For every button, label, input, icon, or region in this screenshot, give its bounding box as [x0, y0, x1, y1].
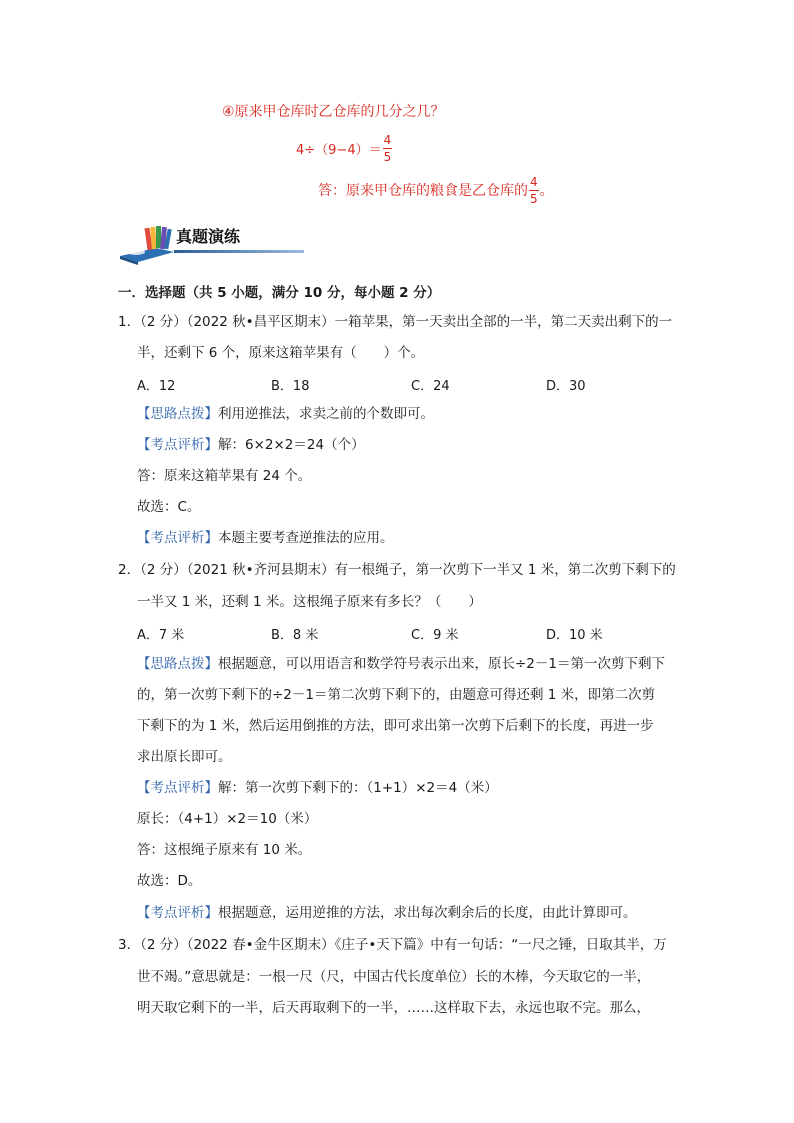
- fraction-denominator: 5: [383, 149, 392, 164]
- q1-option-a: A．12: [137, 379, 176, 394]
- q3-line2: 世不竭。”意思就是：一根一尺（尺，中国古代长度单位）长的木棒，今天取它的一半，: [137, 969, 651, 985]
- fraction-numerator: 4: [530, 174, 538, 189]
- q2-line2: 一半又 1 米，还剩 1 米。这根绳子原来有多长？（ ）: [137, 594, 482, 610]
- q2-analysis: [137, 779, 498, 798]
- q2-option-a: A．7 米: [137, 628, 185, 643]
- q2-option-b: B．8 米: [271, 628, 319, 643]
- answer-suffix: 。: [539, 183, 554, 199]
- q2-line1: 2．（2 分）（2021 秋•齐河县期末）有一根绳子，第一次剪下一半又 1 米，第二次剪下剩下的: [118, 562, 676, 578]
- q1-option-b: B．18: [271, 379, 310, 394]
- review-tag: 【考点评析】: [137, 905, 218, 921]
- equation-line: [296, 130, 393, 166]
- answer-line: [318, 172, 554, 208]
- hint-text: 利用逆推法，求卖之前的个数即可。: [218, 406, 434, 422]
- q1-option-d: D．30: [546, 379, 586, 394]
- books-icon: [116, 222, 176, 266]
- q2-review: [137, 904, 637, 923]
- hint-tag: 【思路点拨】: [137, 406, 218, 422]
- q2-hint-line3: 下剩下的为 1 米，然后运用倒推的方法，即可求出第一次剪下后剩下的长度，再进一步: [137, 718, 654, 734]
- section-banner: [116, 222, 306, 266]
- banner-title: 真题演练: [176, 227, 241, 246]
- equation-lhs: 4÷（9−4）＝: [296, 142, 382, 158]
- q1-option-c: C．24: [411, 379, 450, 394]
- q1-line1: 1．（2 分）（2022 秋•昌平区期末）一箱苹果，第一天卖出全部的一半，第二天卖出剩下的一: [118, 314, 673, 330]
- review-text: 本题主要考查逆推法的应用。: [218, 530, 394, 546]
- analysis-tag: 【考点评析】: [137, 437, 218, 453]
- hint-tag: 【思路点拨】: [137, 656, 218, 672]
- question-4-text: ④原来甲仓库时乙仓库的几分之几？: [222, 104, 445, 120]
- review-text: 根据题意，运用逆推的方法，求出每次剩余后的长度，由此计算即可。: [218, 905, 637, 921]
- equation-fraction: [383, 134, 393, 163]
- analysis-text: 解：6×2×2＝24（个）: [218, 437, 365, 453]
- q3-line3: 明天取它剩下的一半，后天再取剩下的一半，……这样取下去，永远也取不完。那么，: [137, 1000, 650, 1016]
- q2-option-d: D．10 米: [546, 628, 603, 643]
- q1-choice: 故选：C。: [137, 499, 201, 515]
- q2-answer: 答：这根绳子原来有 10 米。: [137, 842, 312, 858]
- answer-prefix: 答：原来甲仓库的粮食是乙仓库的: [318, 183, 528, 199]
- fraction-numerator: 4: [383, 132, 392, 147]
- q2-hint-line4: 求出原长即可。: [137, 749, 232, 765]
- q2-hint-line2: 的，第一次剪下剩下的÷2－1＝第二次剪下剩下的，由题意可得还剩 1 米，即第二次剪: [137, 687, 656, 703]
- q1-review: [137, 529, 394, 548]
- q3-line1: 3．（2 分）（2022 春•金牛区期末）《庄子•天下篇》中有一句话：“一尺之锤，日取其半，万: [118, 937, 667, 953]
- analysis-tag: 【考点评析】: [137, 780, 218, 796]
- q2-choice: 故选：D。: [137, 873, 202, 889]
- q1-hint: [137, 405, 434, 424]
- hint-text: 根据题意，可以用语言和数学符号表示出来，原长÷2－1＝第一次剪下剩下: [218, 656, 665, 672]
- q2-calc: 原长：（4+1）×2＝10（米）: [137, 811, 318, 827]
- fraction-denominator: 5: [530, 191, 538, 206]
- banner-underline: [174, 250, 304, 253]
- q1-line2: 半，还剩下 6 个，原来这箱苹果有（ ）个。: [137, 345, 425, 361]
- review-tag: 【考点评析】: [137, 530, 218, 546]
- answer-fraction: [529, 176, 539, 205]
- analysis-text: 解：第一次剪下剩下的：（1+1）×2＝4（米）: [218, 780, 498, 796]
- section-title: 一．选择题（共 5 小题，满分 10 分，每小题 2 分）: [118, 285, 441, 301]
- q2-option-c: C．9 米: [411, 628, 459, 643]
- q2-hint-line1: [137, 655, 665, 674]
- q1-answer: 答：原来这箱苹果有 24 个。: [137, 468, 312, 484]
- q1-analysis: [137, 436, 365, 455]
